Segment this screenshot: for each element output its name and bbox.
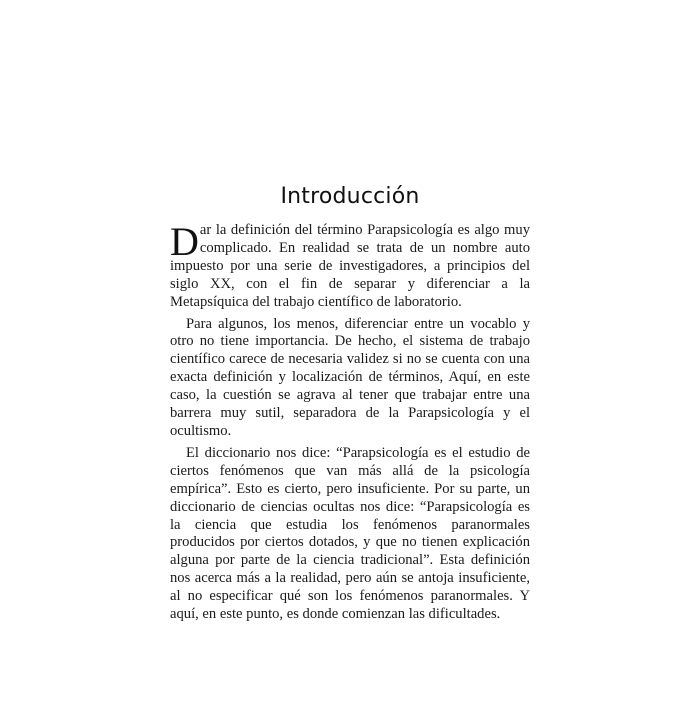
drop-cap: D	[170, 219, 199, 264]
paragraph-2: Para algunos, los menos, diferenciar entre un vocablo y otro no tiene importancia. De hecho, el sistema de trabajo científico carece de necesaria validez si no se cuenta con una exacta definición y localización de términos, Aquí, en este caso, la cuestión se agrava al tener que trabajar entre una barrera muy sutil, separadora de la Parapsicología y el ocultismo.	[170, 315, 530, 439]
paragraph-3: El diccionario nos dice: “Parapsicología es el estudio de ciertos fenómenos que van más allá de la psicología empírica”. Esto es cierto, pero insuficiente. Por su parte, un diccionario de ciencias ocultas nos dice: “Parapsicología es la ciencia que estudia los fenómenos paranormales producidos por ciertos dotados, y que no tienen explicación alguna por parte de la ciencia tradicional”. Esta definición nos acerca más a la realidad, pero aún se antoja insuficiente, al no especificar qué son los fenómenos paranormales. Y aquí, en este punto, es donde comienzan las dificultades.	[170, 444, 530, 623]
chapter-body	[170, 219, 530, 628]
paragraph-1	[170, 219, 530, 312]
chapter-title: Introducción	[280, 184, 420, 209]
paragraph-1-text: ar la definición del término Parapsicología es algo muy complicado. En realidad se trata de un nombre auto impuesto por una serie de investigadores, a principios del siglo XX, con el fin de separar y diferenciar a la Metapsíquica del trabajo científico de laboratorio.	[170, 222, 530, 310]
